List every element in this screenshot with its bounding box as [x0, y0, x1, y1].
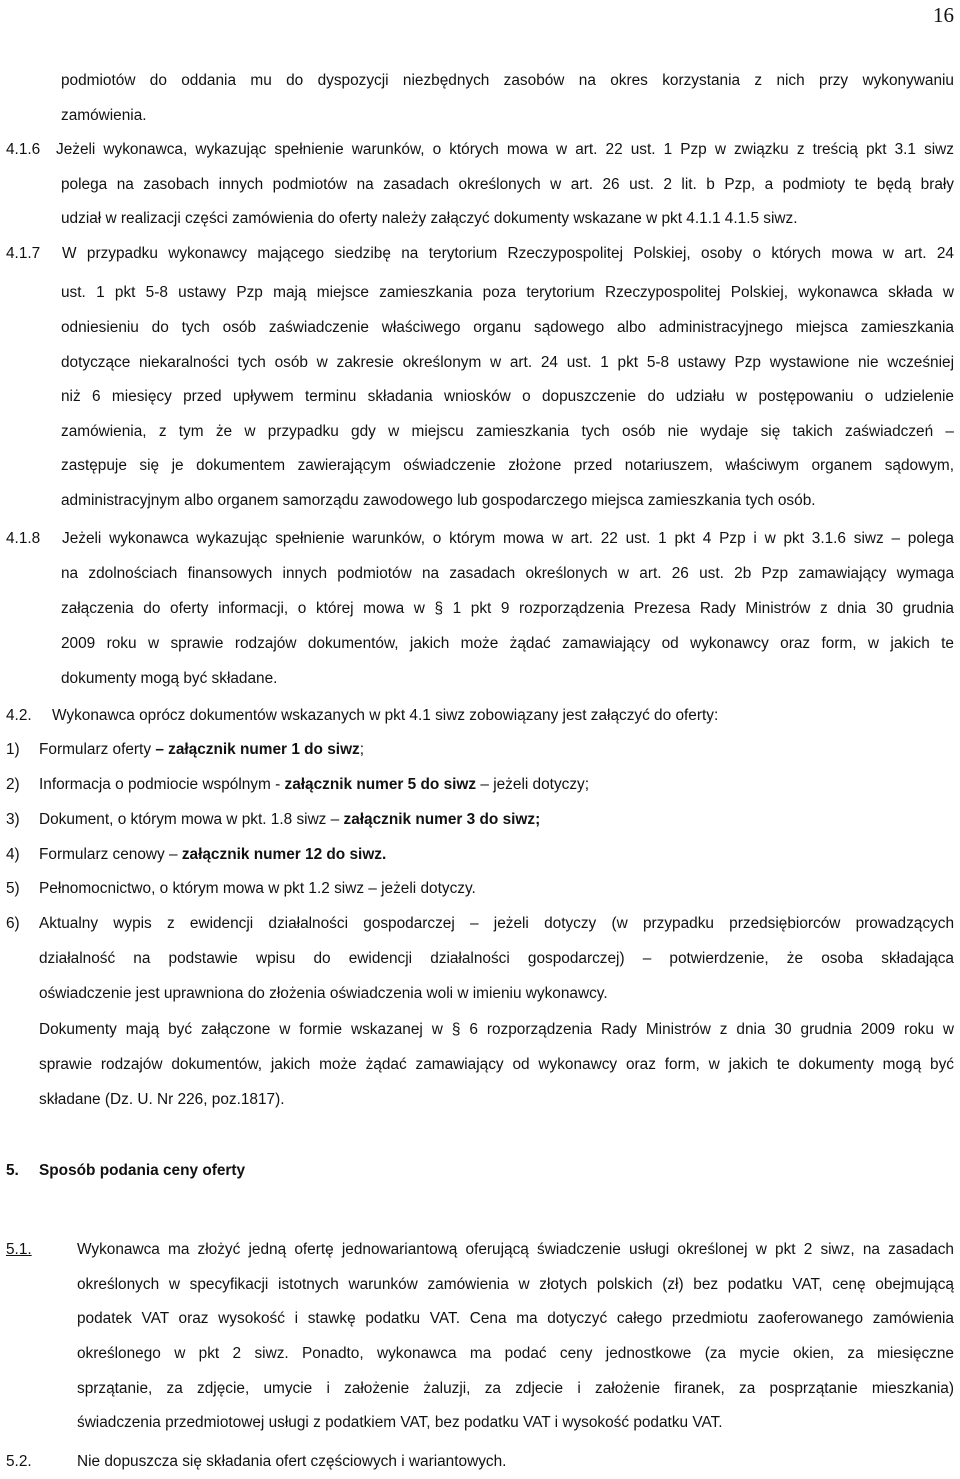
section-number-5-1: 5.1. — [6, 1241, 32, 1258]
paragraph-4-1-8-line-1: Jeżeli wykonawca wykazując spełnienie warunków, o którym mowa w art. 22 ust. 1 pkt 4 Pzp i w pkt 3.1.6 siwz – polega — [62, 530, 954, 547]
list-item-2-text: Informacja o podmiocie wspólnym - — [39, 776, 285, 793]
intro-line-2: zamówienia. — [61, 107, 147, 124]
paragraph-5-1-line-1: Wykonawca ma złożyć jedną ofertę jednowariantową oferującą świadczenie usługi określonej w pkt 2 siwz, na zasadach — [77, 1241, 954, 1258]
paragraph-5-2: Nie dopuszcza się składania ofert częściowych i wariantowych. — [77, 1453, 507, 1470]
list-number-4: 4) — [6, 846, 20, 863]
paragraph-4-1-8-line-3: załączenia do oferty informacji, o której mowa w § 1 pkt 9 rozporządzenia Prezesa Rady Ministrów z dnia 30 grudnia — [61, 600, 954, 617]
list-item-1-suffix: ; — [359, 741, 365, 758]
page-number: 16 — [933, 3, 954, 27]
list-item-2-suffix: – jeżeli dotyczy; — [476, 776, 590, 793]
section-number-4-1-6: 4.1.6 — [6, 141, 41, 158]
paragraph-4-1-7-line-1: W przypadku wykonawcy mającego siedzibę na terytorium Rzeczypospolitej Polskiej, osoby o których mowa w art. 24 — [62, 245, 954, 262]
paragraph-5-1-line-6: świadczenia przedmiotowej usługi z podatkiem VAT, bez podatku VAT i wysokość podatku VAT. — [77, 1414, 723, 1431]
paragraph-4-1-7-line-3: odniesieniu do tych osób zaświadczenie właściwego organu sądowego albo administracyjnego miejsca zamieszkania — [61, 319, 954, 336]
list-number-2: 2) — [6, 776, 20, 793]
list-item-1 — [39, 733, 364, 767]
paragraph-4-1-8-line-2: na zdolnościach finansowych innych podmiotów na zasadach określonych w art. 26 ust. 2b Pzp zamawiający wymaga — [61, 565, 954, 582]
list-item-2 — [39, 768, 589, 802]
list-item-6-line-1: Aktualny wypis z ewidencji działalności gospodarczej – jeżeli dotyczy (w przypadku przedsiębiorców prowadzących — [39, 915, 954, 932]
paragraph-5-1-line-4: określonego w pkt 2 siwz. Ponadto, wykonawca ma podać ceny jednostkowe (za mycie okien, za miesięczne — [77, 1345, 954, 1362]
paragraph-4-2: Wykonawca oprócz dokumentów wskazanych w pkt 4.1 siwz zobowiązany jest załączyć do oferty: — [52, 707, 719, 724]
documents-note-line-2: sprawie rodzajów dokumentów, jakich może żądać zamawiający od wykonawcy oraz form, w jakich te dokumenty mogą być — [39, 1056, 954, 1073]
list-item-2-attachment: załącznik numer 5 do siwz — [284, 776, 477, 793]
list-number-6: 6) — [6, 915, 20, 932]
paragraph-4-1-7-line-6: zamówienia, z tym że w przypadku gdy w miejscu zamieszkania tych osób nie wydaje się takich zaświadczeń – — [61, 423, 954, 440]
documents-note-line-1: Dokumenty mają być załączone w formie wskazanej w § 6 rozporządzenia Rady Ministrów z dnia 30 grudnia 2009 roku w — [39, 1021, 954, 1038]
section-number-4-1-8: 4.1.8 — [6, 530, 41, 547]
list-item-4-text: Formularz cenowy – — [39, 846, 182, 863]
list-item-5: Pełnomocnictwo, o którym mowa w pkt 1.2 siwz – jeżeli dotyczy. — [39, 880, 476, 897]
paragraph-4-1-6-line-1: Jeżeli wykonawca, wykazując spełnienie warunków, o których mowa w art. 22 ust. 1 Pzp w związku z treścią pkt 3.1 siwz — [56, 141, 954, 158]
paragraph-5-1-line-3: podatek VAT oraz wysokość i stawkę podatku VAT. Cena ma dotyczyć całego przedmiotu zaoferowanego zamówienia — [77, 1310, 954, 1327]
section-number-5-2: 5.2. — [6, 1453, 32, 1470]
documents-note-line-3: składane (Dz. U. Nr 226, poz.1817). — [39, 1091, 285, 1108]
list-item-3 — [39, 803, 540, 837]
paragraph-4-1-8-line-5: dokumenty mogą być składane. — [61, 670, 278, 687]
section-number-5: 5. — [6, 1162, 19, 1179]
list-item-6-line-2: działalność na podstawie wpisu do ewidencji działalności gospodarczej) – potwierdzenie, że osoba składająca — [39, 950, 954, 967]
paragraph-4-1-6-line-2: polega na zasobach innych podmiotów na zasadach określonych w art. 26 ust. 2 lit. b Pzp, a podmioty te będą brały — [61, 176, 954, 193]
paragraph-5-1-line-2: określonych w specyfikacji istotnych warunków zamówienia w złotych polskich (zł) bez podatku VAT, cenę obejmującą — [77, 1276, 954, 1293]
list-item-6-line-3: oświadczenie jest uprawniona do złożenia oświadczenia woli w imieniu wykonawcy. — [39, 985, 608, 1002]
intro-line-1: podmiotów do oddania mu do dyspozycji niezbędnych zasobów na okres korzystania z nich przy wykonywaniu — [61, 72, 954, 89]
list-item-4 — [39, 838, 386, 872]
paragraph-5-1-line-5: sprzątanie, za zdjęcie, umycie i założenie żaluzji, za zdjecie i założenie firanek, za posprzątanie mieszkania) — [77, 1380, 954, 1397]
list-number-1: 1) — [6, 741, 20, 758]
paragraph-4-1-7-line-8: administracyjnym albo organem samorządu zawodowego lub gospodarczego miejsca zamieszkania tych osób. — [61, 492, 816, 509]
section-number-4-2: 4.2. — [6, 707, 32, 724]
section-5-heading: Sposób podania ceny oferty — [39, 1162, 246, 1179]
list-item-3-text: Dokument, o którym mowa w pkt. 1.8 siwz – — [39, 811, 344, 828]
paragraph-4-1-7-line-4: dotyczące niekaralności tych osób w zakresie określonym w art. 24 ust. 1 pkt 5-8 ustawy Pzp wystawione nie wcześniej — [61, 354, 954, 371]
list-item-1-text: Formularz oferty — [39, 741, 156, 758]
paragraph-4-1-8-line-4: 2009 roku w sprawie rodzajów dokumentów, jakich może żądać zamawiający od wykonawcy oraz form, w jakich te — [61, 635, 954, 652]
list-number-3: 3) — [6, 811, 20, 828]
list-item-1-attachment: – załącznik numer 1 do siwz — [155, 741, 360, 758]
paragraph-4-1-7-line-7: zastępuje się je dokumentem zawierającym oświadczenie złożone przed notariuszem, właściwym organem sądowym, — [61, 457, 954, 474]
paragraph-4-1-7-line-2: ust. 1 pkt 5-8 ustawy Pzp mają miejsce zamieszkania poza terytorium Rzeczypospolitej Polskiej, wykonawca składa w — [61, 284, 954, 301]
list-item-3-attachment: załącznik numer 3 do siwz; — [343, 811, 541, 828]
list-number-5: 5) — [6, 880, 20, 897]
list-item-4-attachment: załącznik numer 12 do siwz. — [181, 846, 387, 863]
section-number-4-1-7: 4.1.7 — [6, 245, 41, 262]
paragraph-4-1-6-line-3: udział w realizacji części zamówienia do oferty należy załączyć dokumenty wskazane w pkt 4.1.1 4.1.5 siwz. — [61, 210, 798, 227]
paragraph-4-1-7-line-5: niż 6 miesięcy przed upływem terminu składania wniosków o dopuszczenie do udziału w postępowaniu o udzielenie — [61, 388, 954, 405]
